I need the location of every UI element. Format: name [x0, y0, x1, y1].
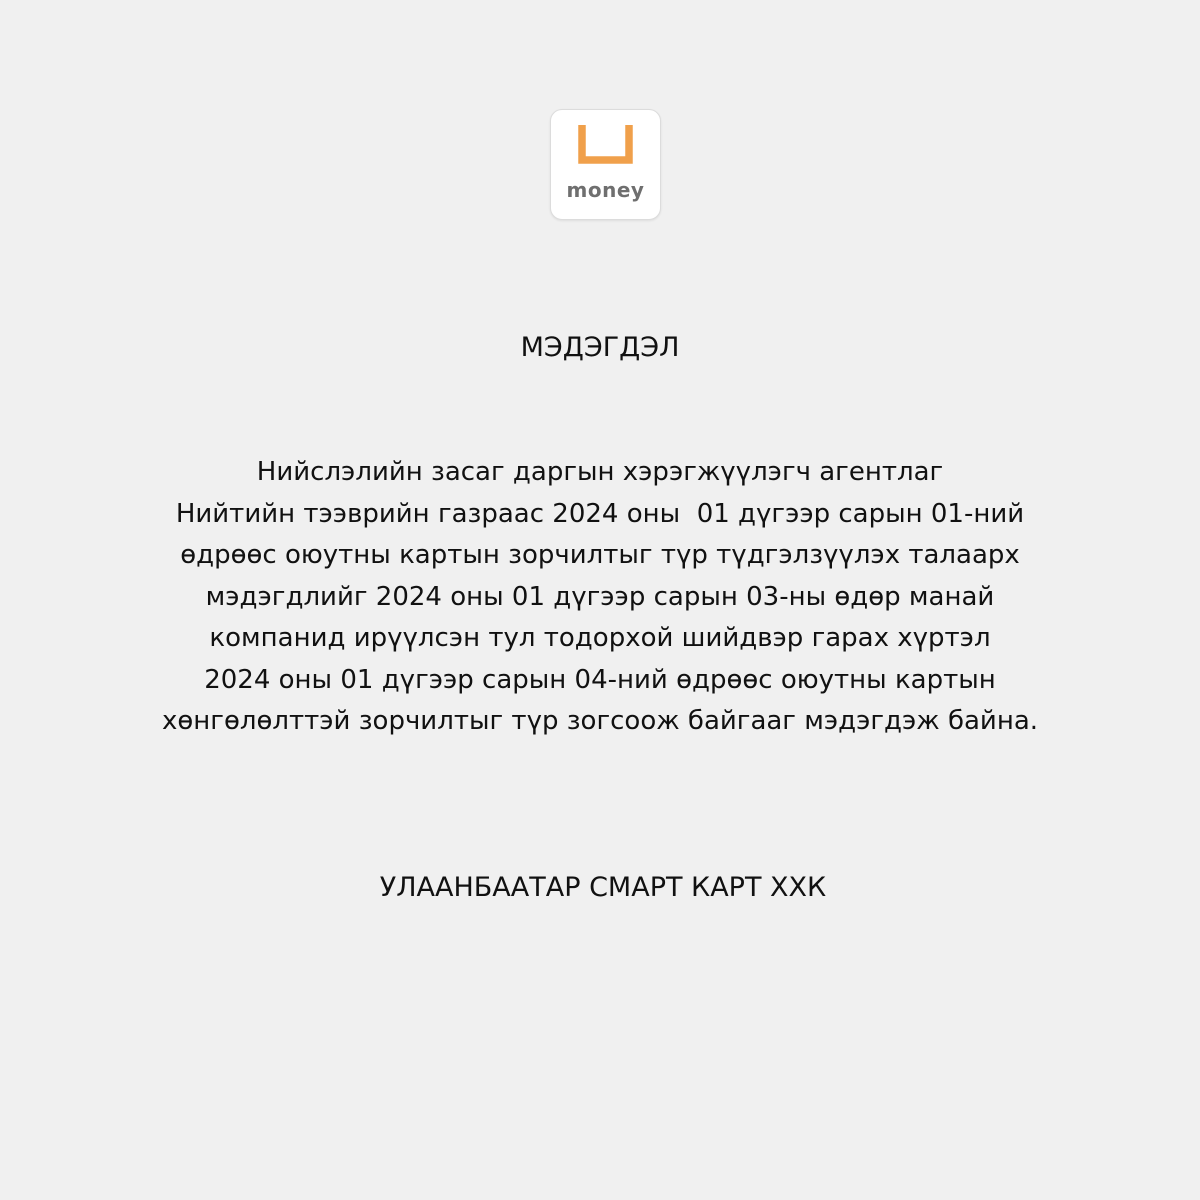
notice-line: Нийслэлийн засаг даргын хэрэгжүүлэгч агентлаг: [256, 457, 944, 487]
notice-line: хөнгөлөлттэй зорчилтыг түр зогсоож байгааг мэдэгдэж байна.: [161, 706, 1039, 736]
notice-line: Нийтийн тээврийн газраас 2024 оны 01 дүгээр сарын 01-ний: [175, 498, 1025, 529]
notice-line: өдрөөс оюутны картын зорчилтыг түр түдгэлзүүлэх талаарх: [180, 540, 1020, 570]
notice-body: [0, 452, 1200, 743]
u-letter-icon: [578, 125, 633, 169]
notice-line: компанид ирүүлсэн тул тодорхой шийдвэр гарах хүртэл: [209, 623, 991, 653]
logo-wordmark: money: [566, 178, 645, 202]
company-signature: УЛААНБААТАР СМАРТ КАРТ ХХК: [379, 872, 827, 903]
notice-title: МЭДЭГДЭЛ: [520, 332, 680, 363]
notice-line: мэдэгдлийг 2024 оны 01 дүгээр сарын 03-ны өдөр манай: [205, 581, 995, 612]
notice-line: 2024 оны 01 дүгээр сарын 04-ний өдрөөс оюутны картын: [204, 664, 996, 695]
umoney-logo: [550, 109, 661, 220]
